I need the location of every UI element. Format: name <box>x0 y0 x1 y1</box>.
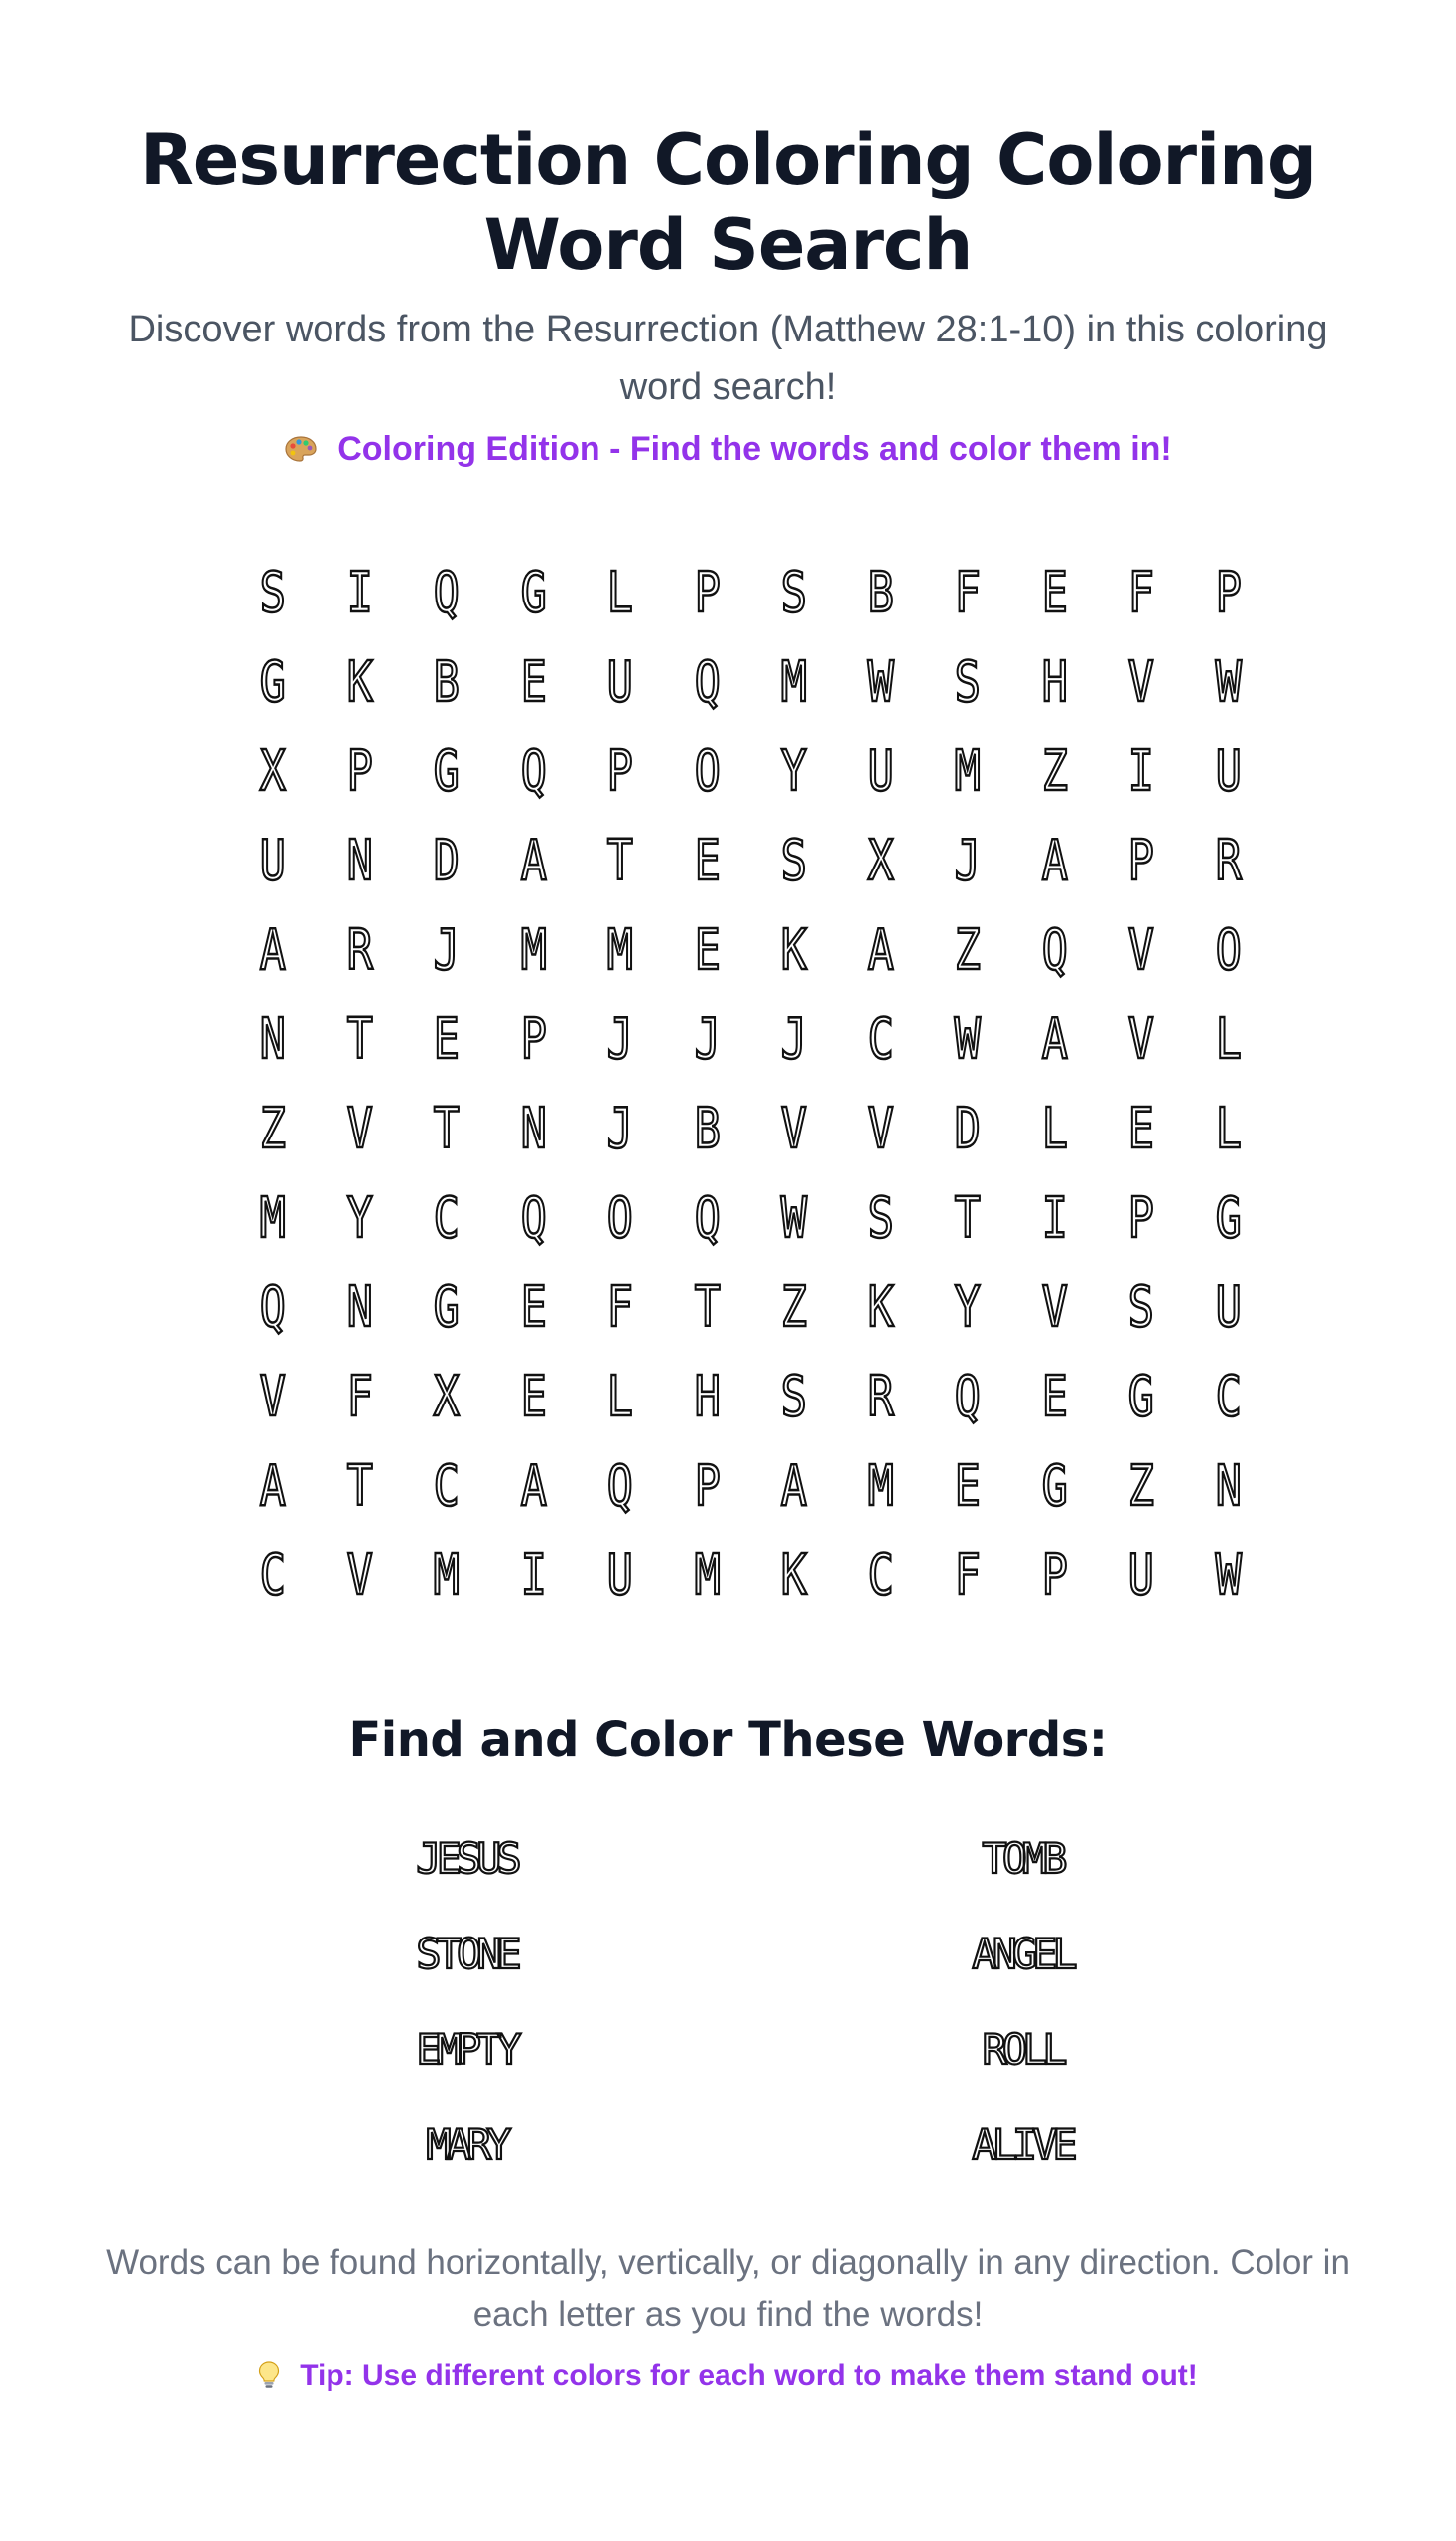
word-list-item: EMPTY <box>416 2024 517 2073</box>
grid-cell[interactable]: I <box>520 1543 547 1608</box>
grid-cell[interactable]: P <box>694 1454 721 1519</box>
grid-cell[interactable]: U <box>1215 739 1242 804</box>
grid-cell[interactable]: W <box>867 650 894 715</box>
lightbulb-icon <box>258 2361 280 2389</box>
grid-cell[interactable]: J <box>433 918 460 983</box>
grid-cell[interactable]: X <box>433 1365 460 1429</box>
grid-cell[interactable]: E <box>954 1454 981 1519</box>
word-list-item: STONE <box>416 1929 517 1978</box>
grid-cell[interactable]: R <box>346 918 373 983</box>
grid-cell[interactable]: S <box>867 1186 894 1251</box>
grid-cell[interactable]: J <box>780 1007 807 1072</box>
grid-cell[interactable]: F <box>346 1365 373 1429</box>
grid-cell[interactable]: B <box>694 1097 721 1161</box>
grid-cell[interactable]: C <box>1215 1365 1242 1429</box>
grid-cell[interactable]: T <box>433 1097 460 1161</box>
grid-cell[interactable]: V <box>1127 1007 1154 1072</box>
grid-cell[interactable]: T <box>346 1007 373 1072</box>
grid-cell[interactable]: E <box>520 1275 547 1340</box>
grid-cell[interactable]: G <box>433 1275 460 1340</box>
grid-cell[interactable]: I <box>1127 739 1154 804</box>
grid-cell[interactable]: K <box>780 1543 807 1608</box>
grid-cell[interactable]: Y <box>780 739 807 804</box>
grid-cell[interactable]: M <box>780 650 807 715</box>
grid-cell[interactable]: F <box>606 1275 633 1340</box>
grid-cell[interactable]: A <box>259 918 286 983</box>
grid-cell[interactable]: D <box>433 829 460 893</box>
grid-cell[interactable]: Z <box>1127 1454 1154 1519</box>
grid-cell[interactable]: T <box>606 829 633 893</box>
grid-cell[interactable]: M <box>606 918 633 983</box>
grid-cell[interactable]: Q <box>520 1186 547 1251</box>
grid-cell[interactable]: C <box>867 1007 894 1072</box>
grid-cell[interactable]: S <box>954 650 981 715</box>
word-list-item: ROLL <box>982 2024 1063 2073</box>
grid-cell[interactable]: T <box>954 1186 981 1251</box>
grid-cell[interactable]: K <box>867 1275 894 1340</box>
grid-cell[interactable]: Q <box>1041 918 1068 983</box>
grid-cell[interactable]: E <box>1041 561 1068 625</box>
grid-cell[interactable]: Z <box>259 1097 286 1161</box>
grid-cell[interactable]: G <box>520 561 547 625</box>
grid-cell[interactable]: D <box>954 1097 981 1161</box>
grid-cell[interactable]: N <box>346 829 373 893</box>
grid-cell[interactable]: W <box>1215 650 1242 715</box>
grid-cell[interactable]: M <box>867 1454 894 1519</box>
word-list-item: MARY <box>426 2119 507 2169</box>
grid-cell[interactable]: U <box>1215 1275 1242 1340</box>
grid-cell[interactable]: E <box>433 1007 460 1072</box>
word-list-item: JESUS <box>416 1833 517 1883</box>
grid-cell[interactable]: P <box>606 739 633 804</box>
grid-cell[interactable]: W <box>1215 1543 1242 1608</box>
grid-cell[interactable]: C <box>433 1186 460 1251</box>
grid-cell[interactable]: Z <box>1041 739 1068 804</box>
grid-cell[interactable]: Z <box>954 918 981 983</box>
grid-cell[interactable]: M <box>259 1186 286 1251</box>
grid-cell[interactable]: A <box>1041 829 1068 893</box>
page-subtitle: Discover words from the Resurrection (Matthew 28:1-10) in this coloring word search! <box>128 309 1328 408</box>
grid-cell[interactable]: Q <box>259 1275 286 1340</box>
grid-cell[interactable]: V <box>1127 918 1154 983</box>
grid-cell[interactable]: H <box>1041 650 1068 715</box>
grid-cell[interactable]: K <box>780 918 807 983</box>
edition-banner <box>0 427 1456 470</box>
grid-cell[interactable]: E <box>694 918 721 983</box>
grid-cell[interactable]: M <box>694 1543 721 1608</box>
grid-cell[interactable]: Q <box>694 1186 721 1251</box>
grid-cell[interactable]: J <box>606 1097 633 1161</box>
grid-cell[interactable]: G <box>259 650 286 715</box>
tip-banner <box>0 2356 1456 2396</box>
palette-icon <box>284 435 318 463</box>
instructions-text: Words can be found horizontally, vertically, or diagonally in any direction. Color in each letter as you find the words! <box>106 2243 1350 2334</box>
grid-cell[interactable]: L <box>606 561 633 625</box>
grid-cell[interactable]: E <box>694 829 721 893</box>
grid-cell[interactable]: P <box>520 1007 547 1072</box>
grid-cell[interactable]: E <box>520 1365 547 1429</box>
grid-cell[interactable]: J <box>954 829 981 893</box>
grid-cell[interactable]: Z <box>780 1275 807 1340</box>
grid-cell[interactable]: U <box>867 739 894 804</box>
grid-cell[interactable]: S <box>1127 1275 1154 1340</box>
edition-text: Coloring Edition - Find the words and color them in! <box>337 430 1172 468</box>
grid-cell[interactable]: Q <box>954 1365 981 1429</box>
grid-cell[interactable]: E <box>520 650 547 715</box>
grid-cell[interactable]: G <box>1215 1186 1242 1251</box>
grid-cell[interactable]: V <box>346 1097 373 1161</box>
grid-cell[interactable]: M <box>433 1543 460 1608</box>
grid-cell[interactable]: N <box>520 1097 547 1161</box>
grid-cell[interactable]: X <box>867 829 894 893</box>
grid-cell[interactable]: L <box>1041 1097 1068 1161</box>
grid-cell[interactable]: T <box>346 1454 373 1519</box>
grid-cell[interactable]: O <box>694 739 721 804</box>
grid-cell[interactable]: R <box>867 1365 894 1429</box>
grid-cell[interactable]: E <box>1127 1097 1154 1161</box>
grid-cell[interactable]: P <box>1127 1186 1154 1251</box>
grid-cell[interactable]: N <box>346 1275 373 1340</box>
grid-cell[interactable]: F <box>954 1543 981 1608</box>
grid-cell[interactable]: R <box>1215 829 1242 893</box>
word-list <box>189 1810 1300 2192</box>
grid-cell[interactable]: C <box>433 1454 460 1519</box>
word-list-item: ANGEL <box>972 1929 1073 1978</box>
grid-cell[interactable]: A <box>259 1454 286 1519</box>
grid-cell[interactable]: J <box>606 1007 633 1072</box>
grid-cell[interactable]: G <box>1041 1454 1068 1519</box>
grid-cell[interactable]: J <box>694 1007 721 1072</box>
grid-cell[interactable]: B <box>433 650 460 715</box>
grid-cell[interactable]: L <box>1215 1007 1242 1072</box>
grid-cell[interactable]: M <box>954 739 981 804</box>
grid-cell[interactable]: F <box>954 561 981 625</box>
grid-cell[interactable]: S <box>259 561 286 625</box>
grid-cell[interactable]: G <box>1127 1365 1154 1429</box>
grid-cell[interactable]: U <box>1127 1543 1154 1608</box>
grid-cell[interactable]: E <box>1041 1365 1068 1429</box>
grid-cell[interactable]: U <box>259 829 286 893</box>
grid-cell[interactable]: B <box>867 561 894 625</box>
grid-cell[interactable]: P <box>346 739 373 804</box>
grid-cell[interactable]: V <box>346 1543 373 1608</box>
grid-cell[interactable]: A <box>520 829 547 893</box>
grid-cell[interactable]: Q <box>433 561 460 625</box>
grid-cell[interactable]: V <box>780 1097 807 1161</box>
word-list-item: ALIVE <box>972 2119 1073 2169</box>
grid-cell[interactable]: U <box>606 650 633 715</box>
grid-cell[interactable]: V <box>867 1097 894 1161</box>
grid-cell[interactable]: C <box>259 1543 286 1608</box>
grid-cell[interactable]: H <box>694 1365 721 1429</box>
tip-text: Tip: Use different colors for each word to make them stand out! <box>300 2359 1198 2392</box>
grid-cell[interactable]: A <box>867 918 894 983</box>
grid-cell[interactable]: M <box>520 918 547 983</box>
grid-cell[interactable]: C <box>867 1543 894 1608</box>
grid-cell[interactable]: Q <box>606 1454 633 1519</box>
grid-cell[interactable]: P <box>1041 1543 1068 1608</box>
word-list-heading: Find and Color These Words: <box>348 1712 1108 1768</box>
grid-cell[interactable]: L <box>606 1365 633 1429</box>
grid-cell[interactable]: L <box>1215 1097 1242 1161</box>
grid-cell[interactable]: T <box>694 1275 721 1340</box>
grid-cell[interactable]: P <box>1215 561 1242 625</box>
word-list-item: TOMB <box>982 1833 1063 1883</box>
grid-cell[interactable]: I <box>346 561 373 625</box>
grid-cell[interactable]: V <box>259 1365 286 1429</box>
grid-cell[interactable]: Q <box>694 650 721 715</box>
grid-cell[interactable]: O <box>606 1186 633 1251</box>
letter-grid <box>229 549 1271 1621</box>
grid-cell[interactable]: F <box>1127 561 1154 625</box>
grid-cell[interactable]: S <box>780 829 807 893</box>
grid-cell[interactable]: X <box>259 739 286 804</box>
grid-cell[interactable]: S <box>780 561 807 625</box>
grid-cell[interactable]: U <box>606 1543 633 1608</box>
grid-cell[interactable]: A <box>780 1454 807 1519</box>
grid-cell[interactable]: W <box>780 1186 807 1251</box>
grid-cell[interactable]: W <box>954 1007 981 1072</box>
grid-cell[interactable]: A <box>1041 1007 1068 1072</box>
grid-cell[interactable]: N <box>259 1007 286 1072</box>
grid-cell[interactable]: A <box>520 1454 547 1519</box>
grid-cell[interactable]: S <box>780 1365 807 1429</box>
grid-cell[interactable]: N <box>1215 1454 1242 1519</box>
grid-cell[interactable]: K <box>346 650 373 715</box>
grid-cell[interactable]: O <box>1215 918 1242 983</box>
grid-cell[interactable]: Y <box>346 1186 373 1251</box>
grid-cell[interactable]: V <box>1127 650 1154 715</box>
grid-cell[interactable]: Q <box>520 739 547 804</box>
grid-cell[interactable]: V <box>1041 1275 1068 1340</box>
grid-cell[interactable]: G <box>433 739 460 804</box>
grid-cell[interactable]: Y <box>954 1275 981 1340</box>
grid-cell[interactable]: I <box>1041 1186 1068 1251</box>
grid-cell[interactable]: P <box>694 561 721 625</box>
grid-cell[interactable]: P <box>1127 829 1154 893</box>
page-title: Resurrection Coloring Coloring Word Search <box>139 119 1317 286</box>
